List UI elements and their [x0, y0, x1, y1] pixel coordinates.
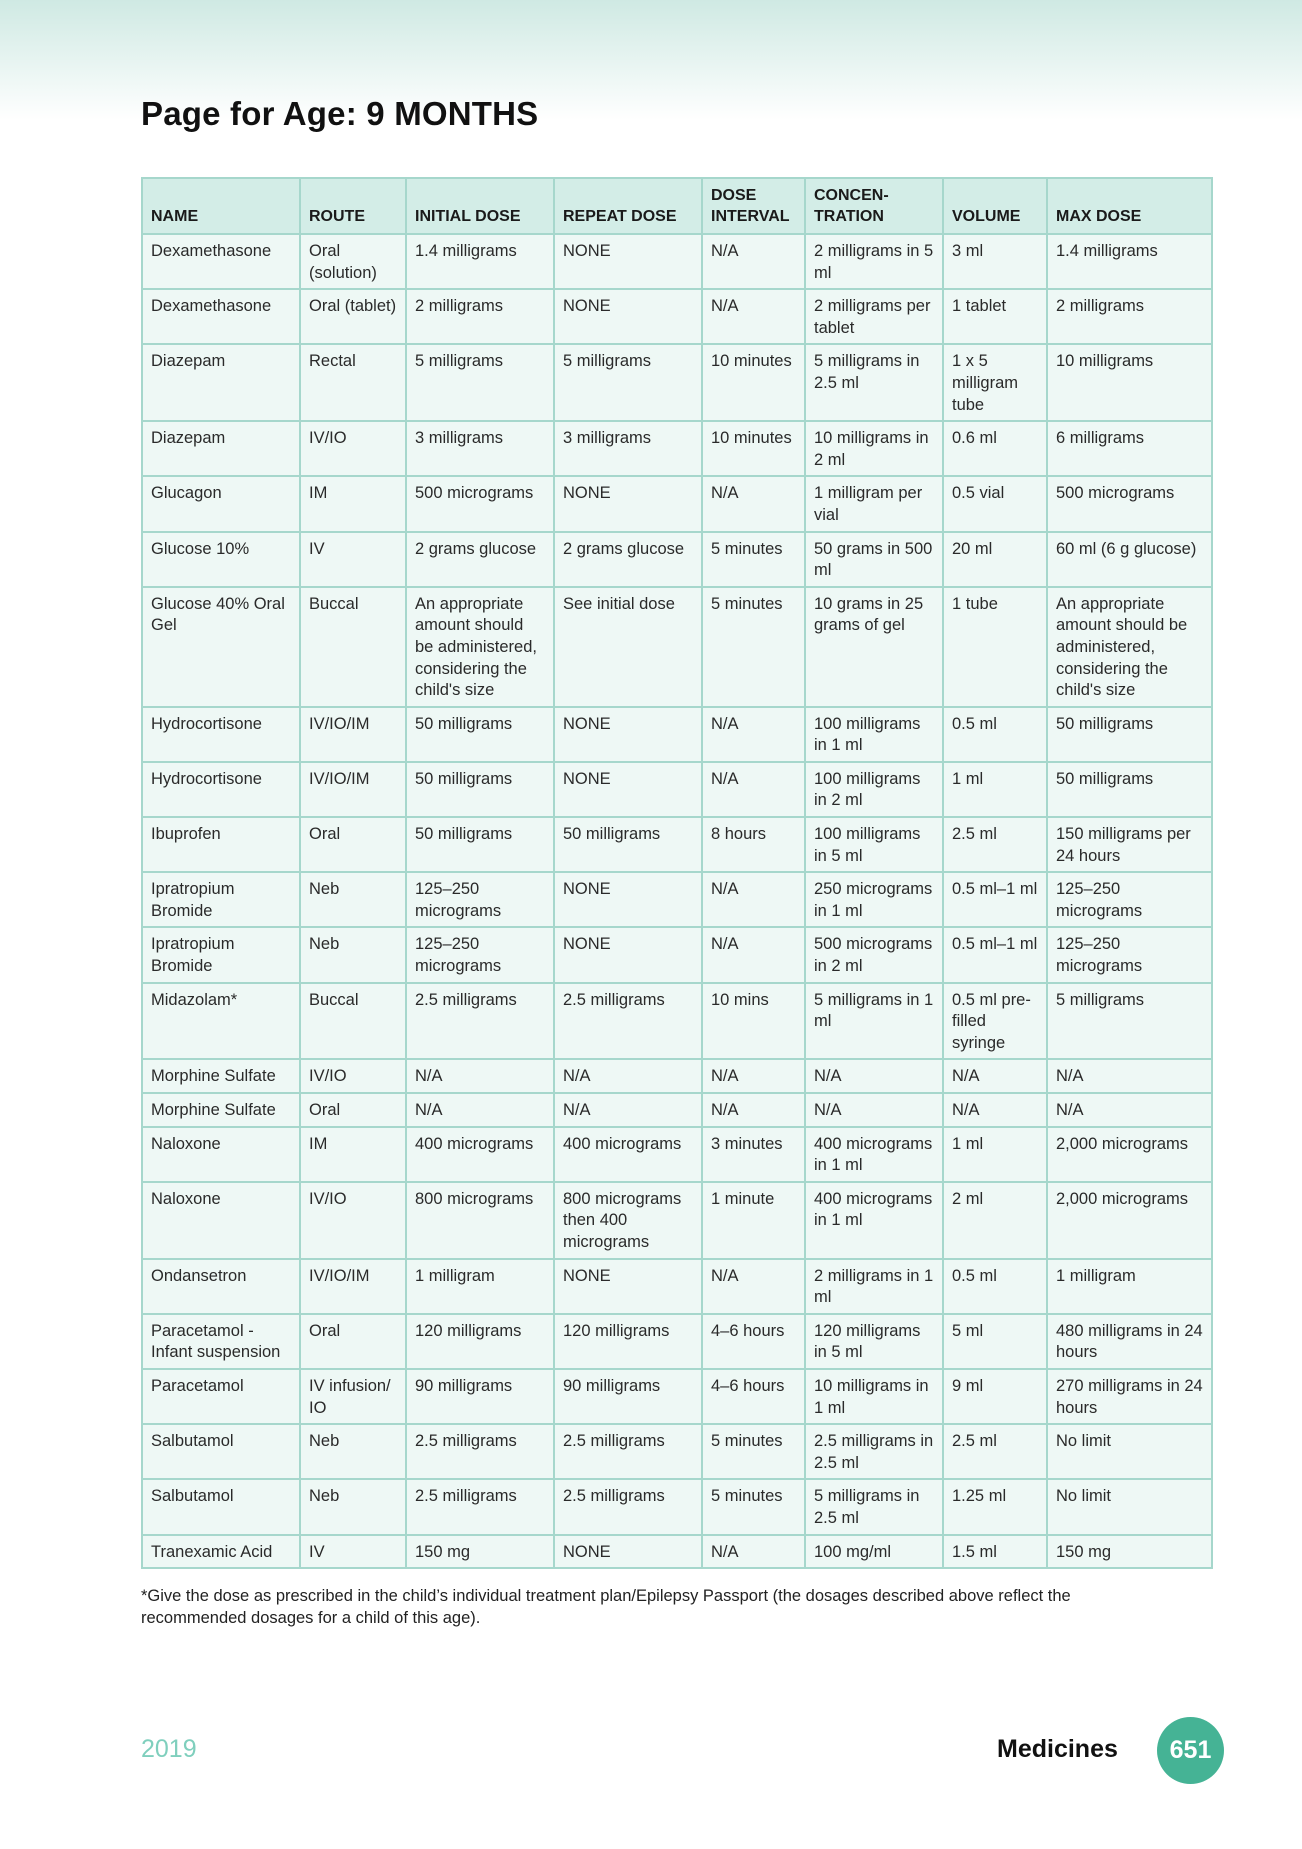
col-header-repeat-dose: REPEAT DOSE: [554, 178, 702, 234]
cell-volume: N/A: [943, 1059, 1047, 1093]
cell-route: IV/IO: [300, 421, 406, 476]
cell-name: Glucose 40% Oral Gel: [142, 587, 300, 707]
cell-volume: 0.5 ml: [943, 707, 1047, 762]
cell-concentration: 50 grams in 500 ml: [805, 532, 943, 587]
col-header-concentration: CONCEN- TRATION: [805, 178, 943, 234]
cell-concentration: 5 milligrams in 2.5 ml: [805, 344, 943, 421]
cell-concentration: 400 micrograms in 1 ml: [805, 1127, 943, 1182]
table-row: [142, 1424, 1212, 1479]
cell-concentration: 100 mg/ml: [805, 1535, 943, 1569]
cell-dose-interval: 5 minutes: [702, 1479, 805, 1534]
cell-repeat-dose: 2 grams glucose: [554, 532, 702, 587]
cell-route: Neb: [300, 927, 406, 982]
cell-repeat-dose: NONE: [554, 1535, 702, 1569]
cell-max-dose: 2 milligrams: [1047, 289, 1212, 344]
cell-dose-interval: 1 minute: [702, 1182, 805, 1259]
cell-repeat-dose: NONE: [554, 1259, 702, 1314]
cell-volume: 0.6 ml: [943, 421, 1047, 476]
cell-max-dose: 2,000 micrograms: [1047, 1182, 1212, 1259]
cell-concentration: 10 grams in 25 grams of gel: [805, 587, 943, 707]
cell-volume: 1.5 ml: [943, 1535, 1047, 1569]
cell-max-dose: N/A: [1047, 1059, 1212, 1093]
cell-name: Dexamethasone: [142, 289, 300, 344]
cell-initial-dose: 2 grams glucose: [406, 532, 554, 587]
cell-name: Midazolam*: [142, 983, 300, 1060]
cell-route: IV/IO/IM: [300, 1259, 406, 1314]
cell-dose-interval: 10 minutes: [702, 344, 805, 421]
cell-max-dose: 125–250 micrograms: [1047, 927, 1212, 982]
cell-volume: 0.5 ml pre-filled syringe: [943, 983, 1047, 1060]
cell-dose-interval: 4–6 hours: [702, 1314, 805, 1369]
cell-initial-dose: 2.5 milligrams: [406, 1479, 554, 1534]
cell-repeat-dose: NONE: [554, 476, 702, 531]
cell-volume: 0.5 vial: [943, 476, 1047, 531]
cell-concentration: 2 milligrams in 1 ml: [805, 1259, 943, 1314]
cell-name: Ipratropium Bromide: [142, 872, 300, 927]
cell-max-dose: 6 milligrams: [1047, 421, 1212, 476]
table-row: [142, 1314, 1212, 1369]
cell-dose-interval: N/A: [702, 476, 805, 531]
cell-max-dose: 50 milligrams: [1047, 707, 1212, 762]
cell-dose-interval: N/A: [702, 1259, 805, 1314]
cell-repeat-dose: See initial dose: [554, 587, 702, 707]
cell-initial-dose: N/A: [406, 1059, 554, 1093]
cell-name: Hydrocortisone: [142, 707, 300, 762]
cell-route: IV: [300, 532, 406, 587]
cell-volume: 9 ml: [943, 1369, 1047, 1424]
cell-name: Salbutamol: [142, 1424, 300, 1479]
cell-concentration: N/A: [805, 1093, 943, 1127]
cell-max-dose: 60 ml (6 g glucose): [1047, 532, 1212, 587]
col-header-route: ROUTE: [300, 178, 406, 234]
cell-name: Morphine Sulfate: [142, 1059, 300, 1093]
table-row: [142, 587, 1212, 707]
cell-dose-interval: N/A: [702, 872, 805, 927]
cell-initial-dose: 1.4 milligrams: [406, 234, 554, 289]
cell-initial-dose: 3 milligrams: [406, 421, 554, 476]
cell-volume: 2.5 ml: [943, 1424, 1047, 1479]
cell-concentration: N/A: [805, 1059, 943, 1093]
cell-route: Oral: [300, 1314, 406, 1369]
table-header-row: [142, 178, 1212, 234]
table-row: [142, 234, 1212, 289]
cell-initial-dose: 125–250 micrograms: [406, 872, 554, 927]
cell-name: Naloxone: [142, 1182, 300, 1259]
cell-initial-dose: 1 milligram: [406, 1259, 554, 1314]
cell-initial-dose: 500 micrograms: [406, 476, 554, 531]
table-row: [142, 289, 1212, 344]
cell-repeat-dose: 90 milligrams: [554, 1369, 702, 1424]
col-header-dose-interval: DOSE INTERVAL: [702, 178, 805, 234]
cell-concentration: 100 milligrams in 5 ml: [805, 817, 943, 872]
cell-repeat-dose: NONE: [554, 707, 702, 762]
cell-repeat-dose: 50 milligrams: [554, 817, 702, 872]
table-row: [142, 1535, 1212, 1569]
table-row: [142, 1127, 1212, 1182]
cell-route: Rectal: [300, 344, 406, 421]
table-row: [142, 421, 1212, 476]
cell-max-dose: 125–250 micrograms: [1047, 872, 1212, 927]
cell-volume: 2.5 ml: [943, 817, 1047, 872]
cell-max-dose: 480 milligrams in 24 hours: [1047, 1314, 1212, 1369]
cell-dose-interval: 10 mins: [702, 983, 805, 1060]
cell-concentration: 100 milligrams in 2 ml: [805, 762, 943, 817]
table-row: [142, 1182, 1212, 1259]
cell-max-dose: 10 milligrams: [1047, 344, 1212, 421]
cell-route: Oral (solution): [300, 234, 406, 289]
table-row: [142, 817, 1212, 872]
cell-repeat-dose: 2.5 milligrams: [554, 1479, 702, 1534]
table-row: [142, 927, 1212, 982]
cell-name: Tranexamic Acid: [142, 1535, 300, 1569]
cell-dose-interval: N/A: [702, 1535, 805, 1569]
cell-volume: 1 tube: [943, 587, 1047, 707]
col-header-max-dose: MAX DOSE: [1047, 178, 1212, 234]
cell-concentration: 250 micrograms in 1 ml: [805, 872, 943, 927]
cell-route: Oral: [300, 817, 406, 872]
cell-max-dose: An appropriate amount should be administered, considering the child's size: [1047, 587, 1212, 707]
cell-volume: 1 ml: [943, 1127, 1047, 1182]
table-row: [142, 1369, 1212, 1424]
footer-section-title: Medicines: [997, 1735, 1118, 1763]
cell-route: Neb: [300, 1479, 406, 1534]
cell-route: IV/IO: [300, 1059, 406, 1093]
cell-name: Paracetamol - Infant suspension: [142, 1314, 300, 1369]
cell-volume: N/A: [943, 1093, 1047, 1127]
cell-route: IM: [300, 1127, 406, 1182]
cell-name: Paracetamol: [142, 1369, 300, 1424]
cell-max-dose: 1 milligram: [1047, 1259, 1212, 1314]
cell-repeat-dose: 3 milligrams: [554, 421, 702, 476]
cell-repeat-dose: 2.5 milligrams: [554, 983, 702, 1060]
cell-name: Salbutamol: [142, 1479, 300, 1534]
table-row: [142, 872, 1212, 927]
cell-volume: 20 ml: [943, 532, 1047, 587]
cell-name: Glucose 10%: [142, 532, 300, 587]
cell-name: Ibuprofen: [142, 817, 300, 872]
cell-route: IM: [300, 476, 406, 531]
cell-route: IV infusion/ IO: [300, 1369, 406, 1424]
cell-max-dose: 150 milligrams per 24 hours: [1047, 817, 1212, 872]
cell-repeat-dose: 5 milligrams: [554, 344, 702, 421]
cell-dose-interval: N/A: [702, 289, 805, 344]
cell-repeat-dose: 400 micrograms: [554, 1127, 702, 1182]
cell-initial-dose: 400 micrograms: [406, 1127, 554, 1182]
cell-route: Oral: [300, 1093, 406, 1127]
cell-dose-interval: 5 minutes: [702, 1424, 805, 1479]
cell-concentration: 1 milligram per vial: [805, 476, 943, 531]
cell-initial-dose: 120 milligrams: [406, 1314, 554, 1369]
cell-dose-interval: 8 hours: [702, 817, 805, 872]
cell-dose-interval: N/A: [702, 707, 805, 762]
cell-route: IV/IO/IM: [300, 762, 406, 817]
cell-concentration: 400 micrograms in 1 ml: [805, 1182, 943, 1259]
cell-volume: 5 ml: [943, 1314, 1047, 1369]
cell-dose-interval: 5 minutes: [702, 532, 805, 587]
table-row: [142, 983, 1212, 1060]
cell-max-dose: 270 milligrams in 24 hours: [1047, 1369, 1212, 1424]
cell-concentration: 120 milligrams in 5 ml: [805, 1314, 943, 1369]
cell-volume: 0.5 ml: [943, 1259, 1047, 1314]
footnote: *Give the dose as prescribed in the child’s individual treatment plan/Epilepsy Passport (the dosages described above reflect the recommended dosages for a child of this age).: [141, 1587, 1071, 1627]
cell-repeat-dose: NONE: [554, 927, 702, 982]
cell-route: Neb: [300, 1424, 406, 1479]
cell-volume: 1 x 5 milligram tube: [943, 344, 1047, 421]
cell-route: IV/IO: [300, 1182, 406, 1259]
cell-initial-dose: 2.5 milligrams: [406, 983, 554, 1060]
cell-dose-interval: N/A: [702, 1059, 805, 1093]
cell-dose-interval: N/A: [702, 1093, 805, 1127]
cell-repeat-dose: N/A: [554, 1059, 702, 1093]
col-header-name: NAME: [142, 178, 300, 234]
cell-repeat-dose: N/A: [554, 1093, 702, 1127]
cell-name: Dexamethasone: [142, 234, 300, 289]
cell-initial-dose: 90 milligrams: [406, 1369, 554, 1424]
table-row: [142, 1059, 1212, 1093]
cell-volume: 0.5 ml–1 ml: [943, 872, 1047, 927]
cell-max-dose: No limit: [1047, 1424, 1212, 1479]
cell-initial-dose: 125–250 micrograms: [406, 927, 554, 982]
cell-dose-interval: N/A: [702, 762, 805, 817]
cell-dose-interval: 3 minutes: [702, 1127, 805, 1182]
cell-max-dose: 1.4 milligrams: [1047, 234, 1212, 289]
cell-repeat-dose: NONE: [554, 762, 702, 817]
table-row: [142, 344, 1212, 421]
cell-name: Diazepam: [142, 421, 300, 476]
cell-initial-dose: 5 milligrams: [406, 344, 554, 421]
col-header-volume: VOLUME: [943, 178, 1047, 234]
table-row: [142, 707, 1212, 762]
page-title: Page for Age: 9 MONTHS: [141, 95, 539, 132]
cell-dose-interval: N/A: [702, 927, 805, 982]
cell-initial-dose: 150 mg: [406, 1535, 554, 1569]
table-row: [142, 532, 1212, 587]
cell-dose-interval: 10 minutes: [702, 421, 805, 476]
cell-name: Hydrocortisone: [142, 762, 300, 817]
cell-name: Glucagon: [142, 476, 300, 531]
cell-concentration: 100 milligrams in 1 ml: [805, 707, 943, 762]
cell-repeat-dose: 2.5 milligrams: [554, 1424, 702, 1479]
cell-name: Naloxone: [142, 1127, 300, 1182]
cell-max-dose: 500 micrograms: [1047, 476, 1212, 531]
cell-repeat-dose: 800 micrograms then 400 micrograms: [554, 1182, 702, 1259]
cell-volume: 2 ml: [943, 1182, 1047, 1259]
cell-repeat-dose: NONE: [554, 872, 702, 927]
cell-volume: 3 ml: [943, 234, 1047, 289]
cell-volume: 1 ml: [943, 762, 1047, 817]
cell-name: Morphine Sulfate: [142, 1093, 300, 1127]
cell-max-dose: 2,000 micrograms: [1047, 1127, 1212, 1182]
cell-dose-interval: N/A: [702, 234, 805, 289]
cell-max-dose: 50 milligrams: [1047, 762, 1212, 817]
cell-route: Buccal: [300, 983, 406, 1060]
cell-initial-dose: N/A: [406, 1093, 554, 1127]
cell-max-dose: N/A: [1047, 1093, 1212, 1127]
table-row: [142, 476, 1212, 531]
cell-initial-dose: 2.5 milligrams: [406, 1424, 554, 1479]
cell-route: Oral (tablet): [300, 289, 406, 344]
cell-concentration: 2 milligrams in 5 ml: [805, 234, 943, 289]
cell-max-dose: 5 milligrams: [1047, 983, 1212, 1060]
cell-name: Ondansetron: [142, 1259, 300, 1314]
cell-initial-dose: 50 milligrams: [406, 762, 554, 817]
cell-name: Ipratropium Bromide: [142, 927, 300, 982]
cell-initial-dose: 800 micrograms: [406, 1182, 554, 1259]
page-number-badge: 651: [1157, 1717, 1224, 1784]
medicines-table: [141, 177, 1213, 1569]
cell-name: Diazepam: [142, 344, 300, 421]
cell-concentration: 10 milligrams in 2 ml: [805, 421, 943, 476]
cell-initial-dose: 50 milligrams: [406, 707, 554, 762]
cell-repeat-dose: NONE: [554, 234, 702, 289]
cell-route: Neb: [300, 872, 406, 927]
cell-volume: 1 tablet: [943, 289, 1047, 344]
footer-year: 2019: [141, 1735, 197, 1763]
cell-concentration: 2.5 milligrams in 2.5 ml: [805, 1424, 943, 1479]
cell-concentration: 2 milligrams per tablet: [805, 289, 943, 344]
cell-concentration: 500 micrograms in 2 ml: [805, 927, 943, 982]
cell-repeat-dose: NONE: [554, 289, 702, 344]
cell-concentration: 5 milligrams in 2.5 ml: [805, 1479, 943, 1534]
cell-concentration: 5 milligrams in 1 ml: [805, 983, 943, 1060]
cell-repeat-dose: 120 milligrams: [554, 1314, 702, 1369]
cell-dose-interval: 5 minutes: [702, 587, 805, 707]
col-header-initial-dose: INITIAL DOSE: [406, 178, 554, 234]
cell-volume: 0.5 ml–1 ml: [943, 927, 1047, 982]
cell-route: Buccal: [300, 587, 406, 707]
table-row: [142, 1093, 1212, 1127]
cell-concentration: 10 milligrams in 1 ml: [805, 1369, 943, 1424]
table-row: [142, 1259, 1212, 1314]
cell-volume: 1.25 ml: [943, 1479, 1047, 1534]
cell-initial-dose: 50 milligrams: [406, 817, 554, 872]
cell-initial-dose: An appropriate amount should be administered, considering the child's size: [406, 587, 554, 707]
cell-initial-dose: 2 milligrams: [406, 289, 554, 344]
table-row: [142, 1479, 1212, 1534]
cell-max-dose: 150 mg: [1047, 1535, 1212, 1569]
cell-dose-interval: 4–6 hours: [702, 1369, 805, 1424]
cell-route: IV/IO/IM: [300, 707, 406, 762]
table-row: [142, 762, 1212, 817]
cell-route: IV: [300, 1535, 406, 1569]
cell-max-dose: No limit: [1047, 1479, 1212, 1534]
